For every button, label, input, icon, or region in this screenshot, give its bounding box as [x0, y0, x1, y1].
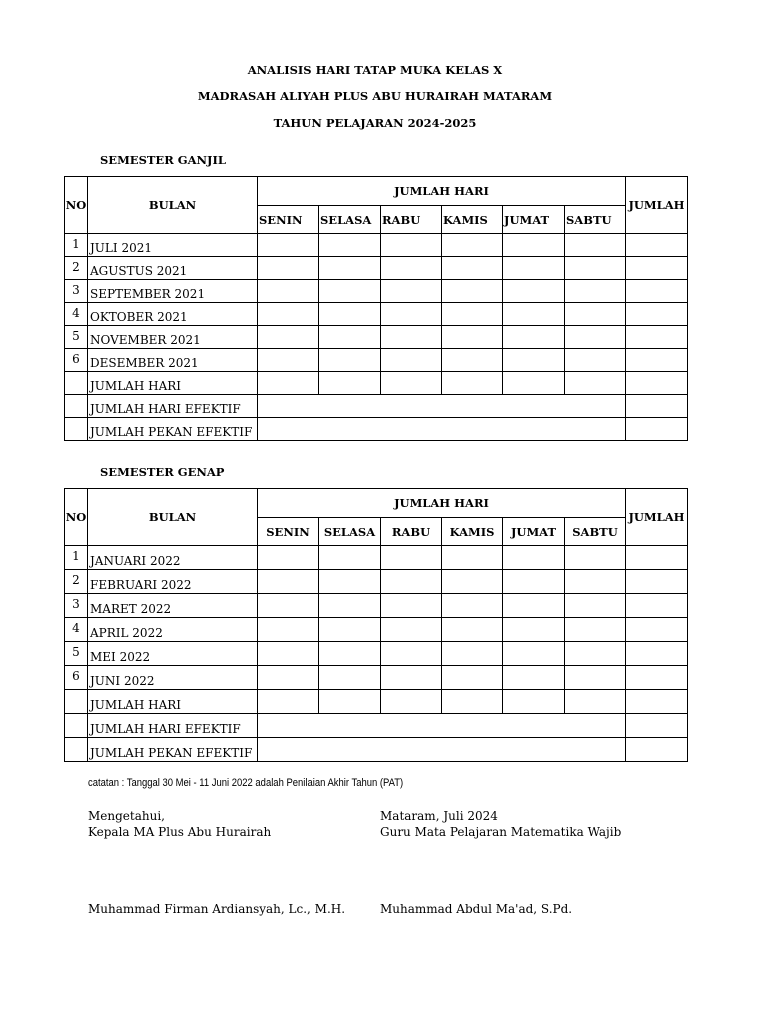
day-count-cell — [381, 280, 442, 303]
day-count-cell — [319, 594, 381, 618]
header-jumlah: JUMLAH — [626, 177, 688, 234]
table-row — [65, 234, 688, 257]
header-day-rabu: RABU — [381, 518, 442, 546]
table-body — [65, 234, 688, 441]
effective-weeks-row — [65, 738, 688, 762]
teacher-title: Guru Mata Pelajaran Matematika Wajib — [380, 825, 622, 839]
day-count-cell — [319, 642, 381, 666]
table-row — [65, 642, 688, 666]
signature-right — [380, 808, 621, 840]
effective-days-label: JUMLAH HARI EFEKTIF — [88, 395, 258, 418]
day-count-cell — [503, 666, 565, 690]
day-count-cell — [319, 280, 381, 303]
day-count-cell — [565, 546, 626, 570]
day-count-cell — [626, 280, 688, 303]
day-count-cell — [258, 326, 319, 349]
day-count-cell — [503, 570, 565, 594]
day-count-cell — [626, 349, 688, 372]
day-count-cell — [626, 642, 688, 666]
day-count-cell — [319, 326, 381, 349]
row-number — [65, 372, 88, 395]
day-count-cell — [626, 303, 688, 326]
header-day-selasa: SELASA — [319, 206, 381, 234]
day-count-cell — [442, 234, 503, 257]
header-day-jumat: JUMAT — [503, 518, 565, 546]
row-number: 1 — [65, 546, 88, 570]
merged-value-cell — [258, 418, 626, 441]
place-date: Mataram, Juli 2024 — [380, 809, 498, 823]
day-count-cell — [442, 326, 503, 349]
day-count-cell — [258, 594, 319, 618]
day-count-cell — [626, 234, 688, 257]
day-count-cell — [442, 280, 503, 303]
day-count-cell — [565, 642, 626, 666]
month-name: DESEMBER 2021 — [88, 349, 258, 372]
day-count-cell — [381, 326, 442, 349]
day-count-cell — [381, 594, 442, 618]
total-cell — [626, 395, 688, 418]
day-count-cell — [565, 349, 626, 372]
total-days-row — [65, 372, 688, 395]
table-row — [65, 303, 688, 326]
day-count-cell — [381, 690, 442, 714]
day-count-cell — [319, 234, 381, 257]
day-count-cell — [258, 257, 319, 280]
table-row — [65, 257, 688, 280]
header-day-jumat: JUMAT — [503, 206, 565, 234]
row-number: 2 — [65, 570, 88, 594]
note-text: catatan : Tanggal 30 Mei - 11 Juni 2022 adalah Penilaian Akhir Tahun (PAT) — [88, 777, 404, 789]
total-cell — [626, 714, 688, 738]
acknowledgement-label: Mengetahui, — [88, 809, 165, 823]
header-day-sabtu: SABTU — [565, 206, 626, 234]
effective-weeks-row — [65, 418, 688, 441]
day-count-cell — [565, 234, 626, 257]
month-name: OKTOBER 2021 — [88, 303, 258, 326]
principal-title: Kepala MA Plus Abu Hurairah — [88, 825, 272, 839]
table-body — [65, 546, 688, 762]
day-count-cell — [503, 372, 565, 395]
table-row — [65, 546, 688, 570]
signature-left — [88, 808, 271, 840]
header-day-senin: SENIN — [258, 518, 319, 546]
day-count-cell — [381, 618, 442, 642]
day-count-cell — [258, 234, 319, 257]
header-bulan: BULAN — [88, 177, 258, 234]
day-count-cell — [503, 257, 565, 280]
day-count-cell — [442, 349, 503, 372]
day-count-cell — [626, 372, 688, 395]
day-count-cell — [565, 618, 626, 642]
total-days-label: JUMLAH HARI — [88, 372, 258, 395]
effective-days-label: JUMLAH HARI EFEKTIF — [88, 714, 258, 738]
header-bulan: BULAN — [88, 489, 258, 546]
day-count-cell — [381, 570, 442, 594]
row-number: 1 — [65, 234, 88, 257]
month-name: FEBRUARI 2022 — [88, 570, 258, 594]
day-count-cell — [319, 666, 381, 690]
header-day-kamis: KAMIS — [442, 518, 503, 546]
day-count-cell — [626, 594, 688, 618]
row-number — [65, 714, 88, 738]
header-day-sabtu: SABTU — [565, 518, 626, 546]
month-name: NOVEMBER 2021 — [88, 326, 258, 349]
day-count-cell — [442, 690, 503, 714]
row-number — [65, 690, 88, 714]
day-count-cell — [381, 303, 442, 326]
month-name: MEI 2022 — [88, 642, 258, 666]
day-count-cell — [503, 349, 565, 372]
day-count-cell — [381, 257, 442, 280]
day-count-cell — [503, 546, 565, 570]
row-number: 3 — [65, 594, 88, 618]
merged-value-cell — [258, 395, 626, 418]
day-count-cell — [258, 690, 319, 714]
day-count-cell — [503, 280, 565, 303]
table-row — [65, 280, 688, 303]
header-jumlah-hari: JUMLAH HARI — [258, 489, 626, 518]
row-number: 6 — [65, 666, 88, 690]
day-count-cell — [626, 690, 688, 714]
day-count-cell — [258, 642, 319, 666]
document-title: ANALISIS HARI TATAP MUKA KELAS X — [247, 63, 503, 77]
day-count-cell — [442, 303, 503, 326]
merged-value-cell — [258, 714, 626, 738]
principal-name: Muhammad Firman Ardiansyah, Lc., M.H. — [88, 902, 346, 916]
day-count-cell — [381, 666, 442, 690]
semester-ganjil-table — [64, 176, 688, 441]
effective-weeks-label: JUMLAH PEKAN EFEKTIF — [88, 418, 258, 441]
day-count-cell — [565, 690, 626, 714]
header-no: NO — [65, 489, 88, 546]
month-name: MARET 2022 — [88, 594, 258, 618]
row-number: 4 — [65, 618, 88, 642]
day-count-cell — [319, 570, 381, 594]
month-name: JUNI 2022 — [88, 666, 258, 690]
day-count-cell — [381, 349, 442, 372]
header-jumlah: JUMLAH — [626, 489, 688, 546]
table-row — [65, 326, 688, 349]
month-name: APRIL 2022 — [88, 618, 258, 642]
row-number: 5 — [65, 326, 88, 349]
row-number — [65, 395, 88, 418]
day-count-cell — [319, 372, 381, 395]
teacher-name: Muhammad Abdul Ma'ad, S.Pd. — [380, 902, 573, 916]
semester-ganjil-label: SEMESTER GANJIL — [100, 153, 226, 167]
total-days-row — [65, 690, 688, 714]
day-count-cell — [319, 618, 381, 642]
day-count-cell — [442, 594, 503, 618]
day-count-cell — [503, 303, 565, 326]
month-name: SEPTEMBER 2021 — [88, 280, 258, 303]
effective-days-row — [65, 395, 688, 418]
day-count-cell — [442, 618, 503, 642]
day-count-cell — [319, 349, 381, 372]
semester-genap-table — [64, 488, 688, 762]
total-days-label: JUMLAH HARI — [88, 690, 258, 714]
day-count-cell — [258, 666, 319, 690]
header-jumlah-hari: JUMLAH HARI — [258, 177, 626, 206]
effective-weeks-label: JUMLAH PEKAN EFEKTIF — [88, 738, 258, 762]
effective-days-row — [65, 714, 688, 738]
day-count-cell — [258, 570, 319, 594]
table-row — [65, 349, 688, 372]
day-count-cell — [258, 280, 319, 303]
day-count-cell — [565, 257, 626, 280]
day-count-cell — [565, 326, 626, 349]
day-count-cell — [503, 234, 565, 257]
day-count-cell — [319, 303, 381, 326]
header-day-rabu: RABU — [381, 206, 442, 234]
day-count-cell — [565, 303, 626, 326]
row-number: 4 — [65, 303, 88, 326]
table-row — [65, 594, 688, 618]
day-count-cell — [503, 618, 565, 642]
row-number: 6 — [65, 349, 88, 372]
day-count-cell — [626, 570, 688, 594]
day-count-cell — [503, 690, 565, 714]
day-count-cell — [626, 618, 688, 642]
day-count-cell — [626, 666, 688, 690]
header-day-senin: SENIN — [258, 206, 319, 234]
day-count-cell — [442, 546, 503, 570]
row-number: 3 — [65, 280, 88, 303]
total-cell — [626, 738, 688, 762]
day-count-cell — [258, 303, 319, 326]
header-day-selasa: SELASA — [319, 518, 381, 546]
day-count-cell — [503, 594, 565, 618]
day-count-cell — [258, 618, 319, 642]
day-count-cell — [442, 257, 503, 280]
day-count-cell — [565, 570, 626, 594]
table-row — [65, 618, 688, 642]
day-count-cell — [626, 546, 688, 570]
day-count-cell — [442, 570, 503, 594]
day-count-cell — [503, 642, 565, 666]
day-count-cell — [258, 372, 319, 395]
day-count-cell — [626, 326, 688, 349]
table-row — [65, 570, 688, 594]
row-number — [65, 418, 88, 441]
day-count-cell — [319, 690, 381, 714]
academic-year: TAHUN PELAJARAN 2024-2025 — [273, 116, 477, 130]
row-number — [65, 738, 88, 762]
day-count-cell — [503, 326, 565, 349]
day-count-cell — [442, 666, 503, 690]
table-row — [65, 666, 688, 690]
day-count-cell — [565, 594, 626, 618]
semester-genap-label: SEMESTER GENAP — [100, 465, 225, 479]
day-count-cell — [442, 372, 503, 395]
day-count-cell — [319, 257, 381, 280]
day-count-cell — [565, 280, 626, 303]
day-count-cell — [381, 546, 442, 570]
day-count-cell — [565, 372, 626, 395]
month-name: JULI 2021 — [88, 234, 258, 257]
day-count-cell — [381, 372, 442, 395]
day-count-cell — [381, 234, 442, 257]
header-day-kamis: KAMIS — [442, 206, 503, 234]
month-name: JANUARI 2022 — [88, 546, 258, 570]
merged-value-cell — [258, 738, 626, 762]
day-count-cell — [565, 666, 626, 690]
month-name: AGUSTUS 2021 — [88, 257, 258, 280]
day-count-cell — [442, 642, 503, 666]
header-no: NO — [65, 177, 88, 234]
day-count-cell — [381, 642, 442, 666]
total-cell — [626, 418, 688, 441]
row-number: 2 — [65, 257, 88, 280]
day-count-cell — [319, 546, 381, 570]
day-count-cell — [258, 349, 319, 372]
school-name: MADRASAH ALIYAH PLUS ABU HURAIRAH MATARAM — [197, 89, 553, 103]
day-count-cell — [258, 546, 319, 570]
day-count-cell — [626, 257, 688, 280]
row-number: 5 — [65, 642, 88, 666]
